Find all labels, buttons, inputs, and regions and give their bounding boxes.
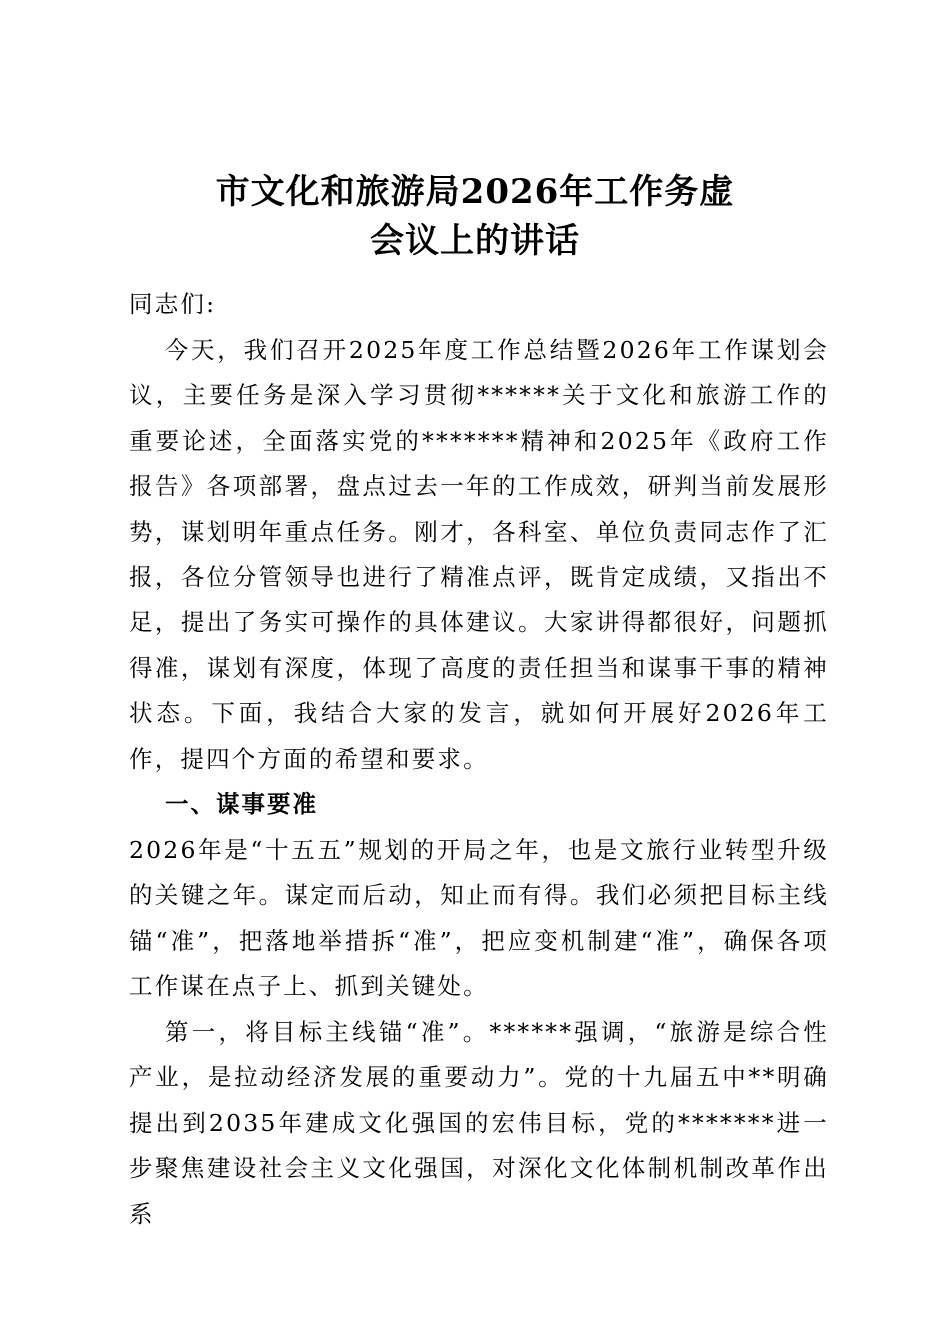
paragraph-first-point-text: 第一，将目标主线锚“准”。******强调，“旅游是综合性产业，是拉动经济发展的重要动力”。党的十九届五中**明确提出到2035年建成文化强国的宏伟目标，党的*******进一步聚焦建设社会主义文化强国，对深化文化体制机制改革作出系 xyxy=(129,1018,829,1228)
paragraph-first-point xyxy=(129,1010,829,1237)
paragraph-section1-text: 2026年是“十五五”规划的开局之年，也是文旅行业转型升级的关键之年。谋定而后动，知止而有得。我们必须把目标主线锚“准”，把落地举措拆“准”，把应变机制建“准”，确保各项工作谋在点子上、抓到关键处。 xyxy=(129,836,829,1001)
greeting xyxy=(129,282,829,327)
document-title-line1: 市文化和旅游局2026年工作务虚 xyxy=(215,172,735,212)
section-heading-1: 一、谋事要准 xyxy=(165,790,318,818)
paragraph-section1 xyxy=(129,828,829,1010)
paragraph-intro-text: 今天，我们召开2025年度工作总结暨2026年工作谋划会议，主要任务是深入学习贯彻******关于文化和旅游工作的重要论述，全面落实党的*******精神和2025年《政府工作报告》各项部署，盘点过去一年的工作成效，研判当前发展形势，谋划明年重点任务。刚才，各科室、单位负责同志作了汇报，各位分管领导也进行了精准点评，既肯定成绩，又指出不足，提出了务实可操作的具体建议。大家讲得都很好，问题抓得准，谋划有深度，体现了高度的责任担当和谋事干事的精神状态。下面，我结合大家的发言，就如何开展好2026年工作，提四个方面的希望和要求。 xyxy=(129,336,829,773)
paragraph-intro xyxy=(129,328,829,782)
document-title-line2: 会议上的讲话 xyxy=(370,221,580,261)
greeting-text: 同志们: xyxy=(129,290,217,318)
